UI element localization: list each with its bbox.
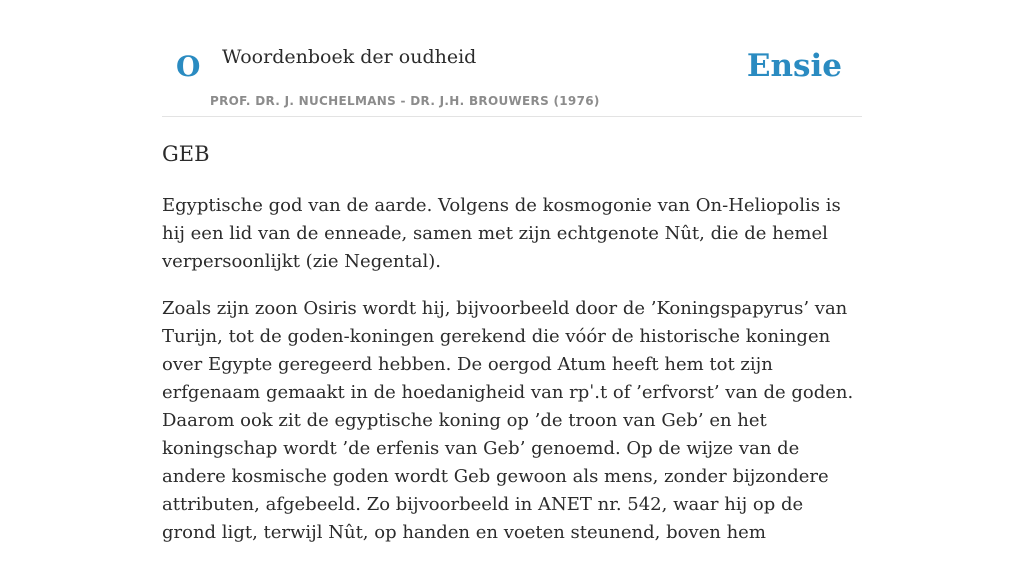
entry-title: GEB [162,142,210,166]
entry-content [162,192,862,566]
entry-paragraph-1: Egyptische god van de aarde. Volgens de kosmogonie van On-Heliopolis is hij een lid van de enneade, samen met zijn echtgenote Nût, die de hemel verpersoonlijkt (zie Negental). [162,195,841,272]
entry-paragraph-2: Zoals zijn zoon Osiris wordt hij, bijvoorbeeld door de ’Koningspapyrus’ van Turijn, tot de goden-koningen gerekend die vóór de historische koningen over Egypte geregeerd hebben. De oergod Atum heeft hem tot zijn erfgenaam gemaakt in de hoedanigheid van rpˈ.t of ’erfvorst’ van de goden. Daarom ook zit de egyptische koning op ’de troon van Geb’ en het koningschap wordt ’de erfenis van Geb’ genoemd. Op de wijze van de andere kosmische goden wordt Geb gewoon als mens, zonder bijzondere attributen, afgebeeld. Zo bijvoorbeeld in ANET nr. 542, waar hij op de grond ligt, terwijl Nût, op handen en voeten steunend, boven hem [162,298,854,543]
page [162,0,862,543]
ensie-logo[interactable]: Ensie [746,48,842,84]
header [162,0,862,117]
book-authors: PROF. DR. J. NUCHELMANS - DR. J.H. BROUWERS (1976) [210,94,600,108]
book-letter-logo[interactable]: O [176,50,201,83]
book-title-link[interactable]: Woordenboek der oudheid [222,46,477,68]
